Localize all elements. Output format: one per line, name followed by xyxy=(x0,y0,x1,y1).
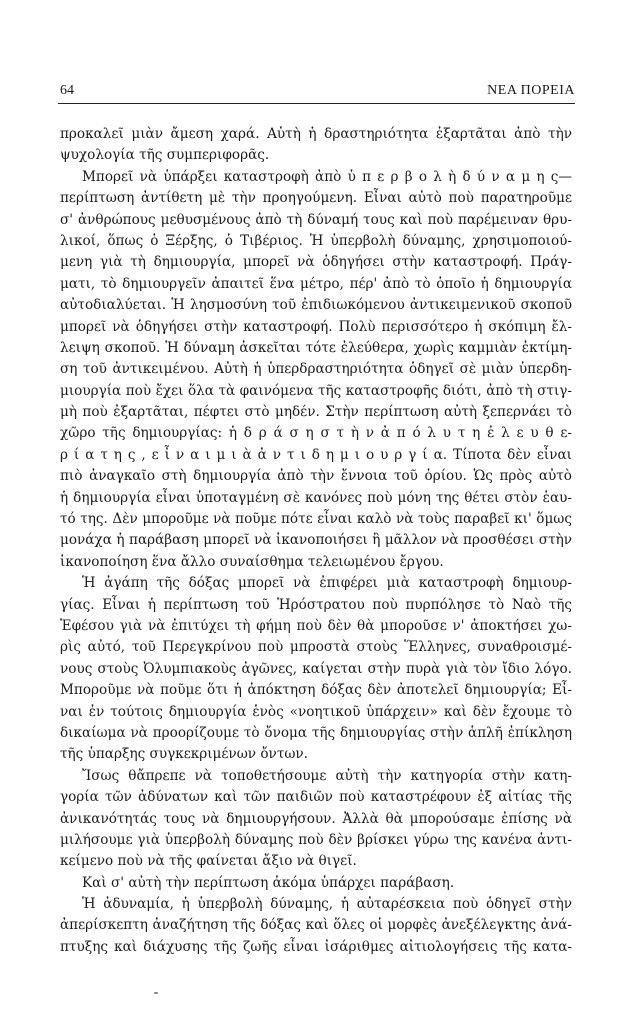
text-line: μιουργία ποὺ ἔχει ὅλα τὰ φαινόμενα τῆς καταστροφῆς διότι, ἀπὸ τὴ στιγ- xyxy=(60,382,572,399)
text-line: Ἡ ἀγάπη τῆς δόξας μπορεῖ νὰ ἐπιφέρει μιὰ καταστροφὴ δημιουρ- xyxy=(82,575,572,592)
text-line: ματι, τὸ δημιουργεῖν ἀπαιτεῖ ἕνα μέτρο, πέρ' ἀπὸ τὸ ὁποῖο ἡ δημιουργία xyxy=(60,275,572,292)
text-line: λικοί, ὅπως ὁ Ξέρξης, ὁ Τιβέριος. Ἡ ὑπερβολὴ δύναμης, χρησιμοποιού- xyxy=(60,232,572,249)
print-speck xyxy=(154,992,158,994)
text-line: πτυξης καὶ διάχυσης τῆς ζωῆς εἶναι ἰσάριθμες αἰτιολογήσεις τῆς κατα- xyxy=(60,938,572,955)
text-line: Ἴσως θἄπρεπε νὰ τοποθετήσουμε αὐτὴ τὴν κατηγορία στὴν κατη- xyxy=(82,767,572,784)
text-line: ρ ί α τ η ς , ε ἶ ν α ι μ ι ὰ ἀ ν τ ι δ η μ ι ο υ ρ γ ί α. Τίποτα δὲν εἶναι xyxy=(60,446,572,463)
text-line: ἱκανοποίηση ἕνα ἄλλο συναίσθημα τελειωμένου ἔργου. xyxy=(60,553,444,570)
text-line: γορία τῶν ἀδύνατων καὶ τῶν παιδιῶν ποὺ καταστρέφουν ἐξ αἰτίας τῆς xyxy=(60,789,572,806)
text-line: ση τοῦ ἀντικειμένου. Αὐτὴ ἡ ὑπερδραστηριότητα ὁδηγεῖ σὲ μιὰν ὑπερδη- xyxy=(60,361,572,378)
running-title: ΝΕΑ ΠΟΡΕΙΑ xyxy=(487,83,575,98)
text-line: τό της. Δὲν μποροῦμε νὰ ποῦμε πότε εἶναι καλὸ νὰ τοὺς παραβεῖ κι' ὅμως xyxy=(60,511,572,528)
text-line: Ἐφέσου γιὰ νὰ ἐπιτύχει τὴ φήμη ποὺ δὲν θὰ μποροῦσε ν' ἀποκτήσει χω- xyxy=(60,617,572,634)
text-line: πιὸ ἀναγκαῖο στὴ δημιουργία ἀπὸ τὴν ἔννοια τοῦ ὁρίου. Ὡς πρὸς αὐτὸ xyxy=(60,468,572,485)
page-header xyxy=(58,83,575,104)
text-line: τῆς ὑπαρξης συγκεκριμένων ὄντων. xyxy=(60,746,309,763)
text-line: χῶρο τῆς δημιουργίας: ἡ δ ρ ά σ η σ τ ὴ ν ἀ π ό λ υ τ η ἐ λ ε υ θ ε- xyxy=(60,425,572,442)
body-text xyxy=(60,124,572,958)
text-line: μονάχα ἡ παράβαση μπορεῖ νὰ ἱκανοποιήσει ἢ μᾶλλον νὰ προσθέσει στὴν xyxy=(60,532,572,549)
text-line: ἡ δημιουργία εἶναι ὑποταγμένη σὲ κανόνες ποὺ μόνη της θέτει στὸν ἑαυ- xyxy=(60,489,572,506)
text-line: μπορεῖ νὰ ὁδηγήσει στὴν καταστροφή. Πολὺ περισσότερο ἡ σκόπιμη ἔλ- xyxy=(60,318,572,335)
text-line: μὴ ποὺ ἐξαρτᾶται, πέφτει στὸ μηδέν. Στὴν περίπτωση αὐτὴ ξεπερνάει τὸ xyxy=(60,404,572,421)
text-line: κείμενο ποὺ νὰ τῆς φαίνεται ἄξιο νὰ θιγεῖ. xyxy=(60,853,357,870)
text-line: προκαλεῖ μιὰν ἄμεση χαρά. Αὐτὴ ἡ δραστηριότητα ἐξαρτᾶται ἀπὸ τὴν xyxy=(60,126,572,142)
text-line: νους στοὺς Ὀλυμπιακοὺς ἀγῶνες, καίγεται στὴν πυρὰ γιὰ τὸν ἴδιο λόγο. xyxy=(60,660,572,677)
text-line: ἀνικανότητάς τους νὰ δημιουργήσουν. Ἀλλὰ θὰ μπορούσαμε ἐπίσης νὰ xyxy=(60,810,572,827)
text-line: Καὶ σ' αὐτὴ τὴν περίπτωση ἀκόμα ὑπάρχει παράβαση. xyxy=(82,874,455,891)
page-number: 64 xyxy=(60,83,74,98)
text-line: Μποροῦμε νὰ ποῦμε ὅτι ἡ ἀπόκτηση δόξας δὲν ἀποτελεῖ δημιουργία; Εἶ- xyxy=(60,682,572,699)
text-line: αὐτοδιαλύεται. Ἡ λησμοσύνη τοῦ ἐπιδιωκόμενου ἀντικειμενικοῦ σκοποῦ xyxy=(60,297,572,314)
text-line: ναι ἐν τούτοις δημιουργία ἑνὸς «νοητικοῦ ὑπάρχειν» καὶ δὲν ἔχουμε τὸ xyxy=(60,703,572,720)
text-line: λειψη σκοποῦ. Ἡ δύναμη ἀσκεῖται τότε ἐλεύθερα, χωρὶς καμμιὰν ἐκτίμη- xyxy=(60,339,572,356)
text-line: δικαίωμα νὰ προορίζουμε τὸ ὄνομα τῆς δημιουργίας στὴν ἁπλῆ ἐπίκληση xyxy=(60,724,572,741)
text-line: μιλήσουμε γιὰ ὑπερβολὴ δύναμης ποὺ δὲν βρίσκει γύρω της κανένα ἀντι- xyxy=(60,831,572,848)
text-line: ἀπερίσκεπτη ἀναζήτηση τῆς δόξας καὶ ὅλες οἱ μορφὲς ἀνεξέλεγκτης ἀνά- xyxy=(60,917,572,934)
text-line: περίπτωση ἀντίθετη μὲ τὴν προηγούμενη. Εἶναι αὐτὸ ποὺ παρατηροῦμε xyxy=(60,190,572,207)
text-line: Μπορεῖ νὰ ὑπάρξει καταστροφὴ ἀπὸ ὑ π ε ρ β ο λ ὴ δ ύ ν α μ η ς— xyxy=(82,168,572,185)
text-line: μενη γιὰ τὴ δημιουργία, μπορεῖ νὰ ὁδηγήσει στὴν καταστροφή. Πράγ- xyxy=(60,254,572,271)
text-line: Ἡ ἀδυναμία, ἡ ὑπερβολὴ δύναμης, ἡ αὐταρέσκεια ποὺ ὁδηγεῖ στὴν xyxy=(82,896,572,913)
text-line: σ' ἀνθρώπους μεθυσμένους ἀπὸ τὴ δύναμή τους καὶ ποὺ παρέμειναν θρυ- xyxy=(60,211,572,228)
text-line: ρὶς αὐτό, τοῦ Περεγκρίνου ποὺ μπροστὰ στοὺς Ἕλληνες, συναθροισμέ- xyxy=(60,639,572,656)
text-line: γίας. Εἶναι ἡ περίπτωση τοῦ Ἡρόστρατου ποὺ πυρπόλησε τὸ Ναὸ τῆς xyxy=(60,596,572,613)
text-line: ψυχολογία τῆς συμπεριφορᾶς. xyxy=(60,147,270,164)
